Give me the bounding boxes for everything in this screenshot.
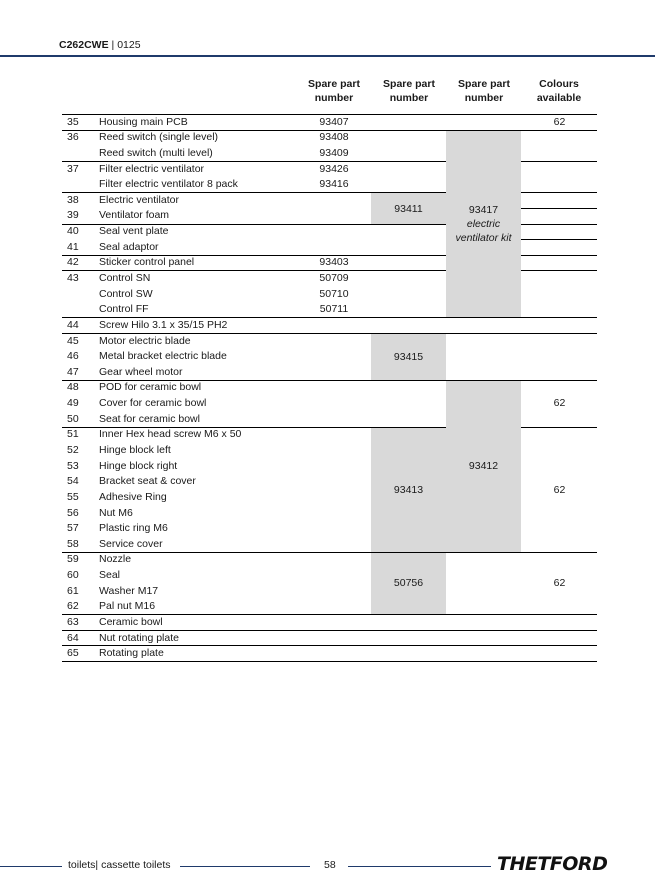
column-header-spare-2: Spare part number <box>383 78 435 104</box>
row-number: 36 <box>67 131 79 143</box>
table-row <box>62 568 597 589</box>
spare-part-number: 50710 <box>319 287 349 300</box>
row-number: 40 <box>67 225 79 237</box>
part-description: Filter electric ventilator 8 pack <box>99 178 238 191</box>
table-row <box>62 380 597 396</box>
part-description: Control SW <box>99 287 153 300</box>
table-row <box>62 162 597 178</box>
part-description: Nut rotating plate <box>99 631 179 644</box>
table-row <box>62 615 597 631</box>
table-row <box>62 474 597 490</box>
row-number: 63 <box>67 615 79 628</box>
row-number: 49 <box>67 397 79 409</box>
group-93412-text: 93412 <box>468 460 499 472</box>
footer-rule-right <box>348 866 491 867</box>
spare-part-number: 50709 <box>319 271 349 284</box>
part-description: Pal nut M16 <box>99 600 156 613</box>
row-number: 53 <box>67 459 79 472</box>
table-row <box>62 334 597 350</box>
table-row <box>62 271 597 287</box>
footer-rule-mid <box>180 866 310 867</box>
group-50756-text: 50756 <box>393 577 424 589</box>
table-row <box>62 552 597 568</box>
table-row <box>62 537 597 553</box>
part-description: POD for ceramic bowl <box>99 381 202 394</box>
header-separator: | <box>111 39 115 51</box>
row-number: 57 <box>67 522 79 535</box>
row-number: 52 <box>67 443 79 456</box>
part-description: Nozzle <box>99 553 132 566</box>
row-number: 43 <box>67 271 79 284</box>
row-number: 59 <box>67 553 79 566</box>
group-93415-text: 93415 <box>393 350 424 363</box>
table-row <box>62 646 597 662</box>
part-description: Seat for ceramic bowl <box>99 412 200 425</box>
row-number: 35 <box>67 115 79 128</box>
part-description: Adhesive Ring <box>99 490 167 503</box>
table-row <box>62 631 597 647</box>
spare-part-number: 50711 <box>319 303 349 316</box>
part-description: Plastic ring M6 <box>99 522 168 535</box>
table-row <box>62 302 597 318</box>
row-number: 46 <box>67 350 79 363</box>
table-row <box>62 240 597 256</box>
part-description: Housing main PCB <box>99 115 188 128</box>
part-description: Sticker control panel <box>99 256 195 269</box>
part-description: Motor electric blade <box>99 334 191 347</box>
colour-value: 62 <box>553 397 566 409</box>
part-description: Reed switch (single level) <box>99 131 219 143</box>
header-model: C262CWE <box>59 39 109 51</box>
part-description: Hinge block left <box>99 443 171 456</box>
part-description: Hinge block right <box>99 459 178 472</box>
row-number: 51 <box>67 428 79 441</box>
row-number: 39 <box>67 209 79 222</box>
row-number: 45 <box>67 334 79 347</box>
part-description: Cover for ceramic bowl <box>99 397 207 409</box>
spare-part-number: 93407 <box>319 115 349 128</box>
row-number: 47 <box>67 365 79 378</box>
part-description: Seal vent plate <box>99 225 169 237</box>
table-row <box>62 443 597 459</box>
column-header-colours: Colours available <box>536 78 582 104</box>
spare-part-number: 93409 <box>319 146 349 159</box>
header-code: 0125 <box>117 39 141 51</box>
spare-part-number: 93426 <box>319 162 349 175</box>
group-93411-text: 93411 <box>394 202 423 215</box>
table-row <box>62 412 597 428</box>
part-description: Seal adaptor <box>99 240 159 253</box>
row-number: 58 <box>67 537 79 550</box>
row-number: 42 <box>67 256 79 269</box>
part-description: Filter electric ventilator <box>99 162 205 175</box>
table-row <box>62 365 597 381</box>
table-row <box>62 427 597 443</box>
table-row <box>62 115 597 131</box>
row-number: 61 <box>67 584 79 597</box>
footer-text: toilets| cassette toilets <box>68 859 171 871</box>
colour-value: 62 <box>553 483 566 496</box>
table-row <box>62 599 597 615</box>
part-description: Seal <box>99 569 121 581</box>
thetford-logo: THETFORD <box>497 853 608 875</box>
part-description: Bracket seat & cover <box>99 475 196 488</box>
row-number: 64 <box>67 631 79 644</box>
row-number: 54 <box>67 475 79 488</box>
row-number: 37 <box>67 162 79 175</box>
column-header-spare-3: Spare part number <box>458 78 510 104</box>
row-number: 44 <box>67 318 79 331</box>
row-number: 56 <box>67 506 79 519</box>
part-description: Washer M17 <box>99 584 159 597</box>
part-description: Ventilator foam <box>99 209 170 222</box>
row-number: 50 <box>67 412 79 425</box>
table-row <box>62 177 597 193</box>
part-description: Reed switch (multi level) <box>99 146 213 159</box>
spare-part-number: 93408 <box>319 131 349 143</box>
row-number: 62 <box>67 600 79 613</box>
column-header-spare-1: Spare part number <box>308 78 360 104</box>
row-number: 38 <box>67 193 79 206</box>
table-row <box>62 208 597 224</box>
row-number: 41 <box>67 240 79 253</box>
footer-rule-left <box>0 866 62 867</box>
table-row <box>62 130 597 146</box>
colour-value: 62 <box>553 115 566 128</box>
row-number: 55 <box>67 490 79 503</box>
part-description: Gear wheel motor <box>99 365 183 378</box>
part-description: Inner Hex head screw M6 x 50 <box>99 428 242 441</box>
table-row <box>62 146 597 162</box>
page-number: 58 <box>324 859 336 871</box>
part-description: Rotating plate <box>99 647 164 660</box>
table-row <box>62 224 597 240</box>
table-row <box>62 349 597 365</box>
row-number: 65 <box>67 647 79 660</box>
header-title <box>59 39 141 51</box>
part-description: Ceramic bowl <box>99 615 163 628</box>
group-93417-text: 93417 <box>468 204 499 216</box>
row-number: 48 <box>67 381 79 394</box>
part-description: Service cover <box>99 537 163 550</box>
table-row <box>62 584 597 600</box>
table-row <box>62 193 597 209</box>
part-description: Electric ventilator <box>99 193 179 206</box>
part-description: Metal bracket electric blade <box>99 350 227 363</box>
part-description: Nut M6 <box>99 506 133 519</box>
spare-part-number: 93403 <box>319 256 349 269</box>
table-row <box>62 318 597 334</box>
part-description: Screw Hilo 3.1 x 35/15 PH2 <box>99 318 228 331</box>
table-row <box>62 506 597 522</box>
group-93413-text: 93413 <box>393 483 424 496</box>
row-number: 60 <box>67 569 79 581</box>
spare-part-number: 93416 <box>319 178 349 191</box>
header-rule <box>0 55 655 57</box>
table-row <box>62 396 597 412</box>
part-description: Control SN <box>99 271 151 284</box>
group-93417-desc: electric ventilator kit <box>455 218 512 244</box>
table-row <box>62 255 597 271</box>
colour-value: 62 <box>553 576 566 589</box>
table-row <box>62 287 597 303</box>
part-description: Control FF <box>99 303 149 316</box>
table-row <box>62 521 597 537</box>
table-row <box>62 459 597 475</box>
